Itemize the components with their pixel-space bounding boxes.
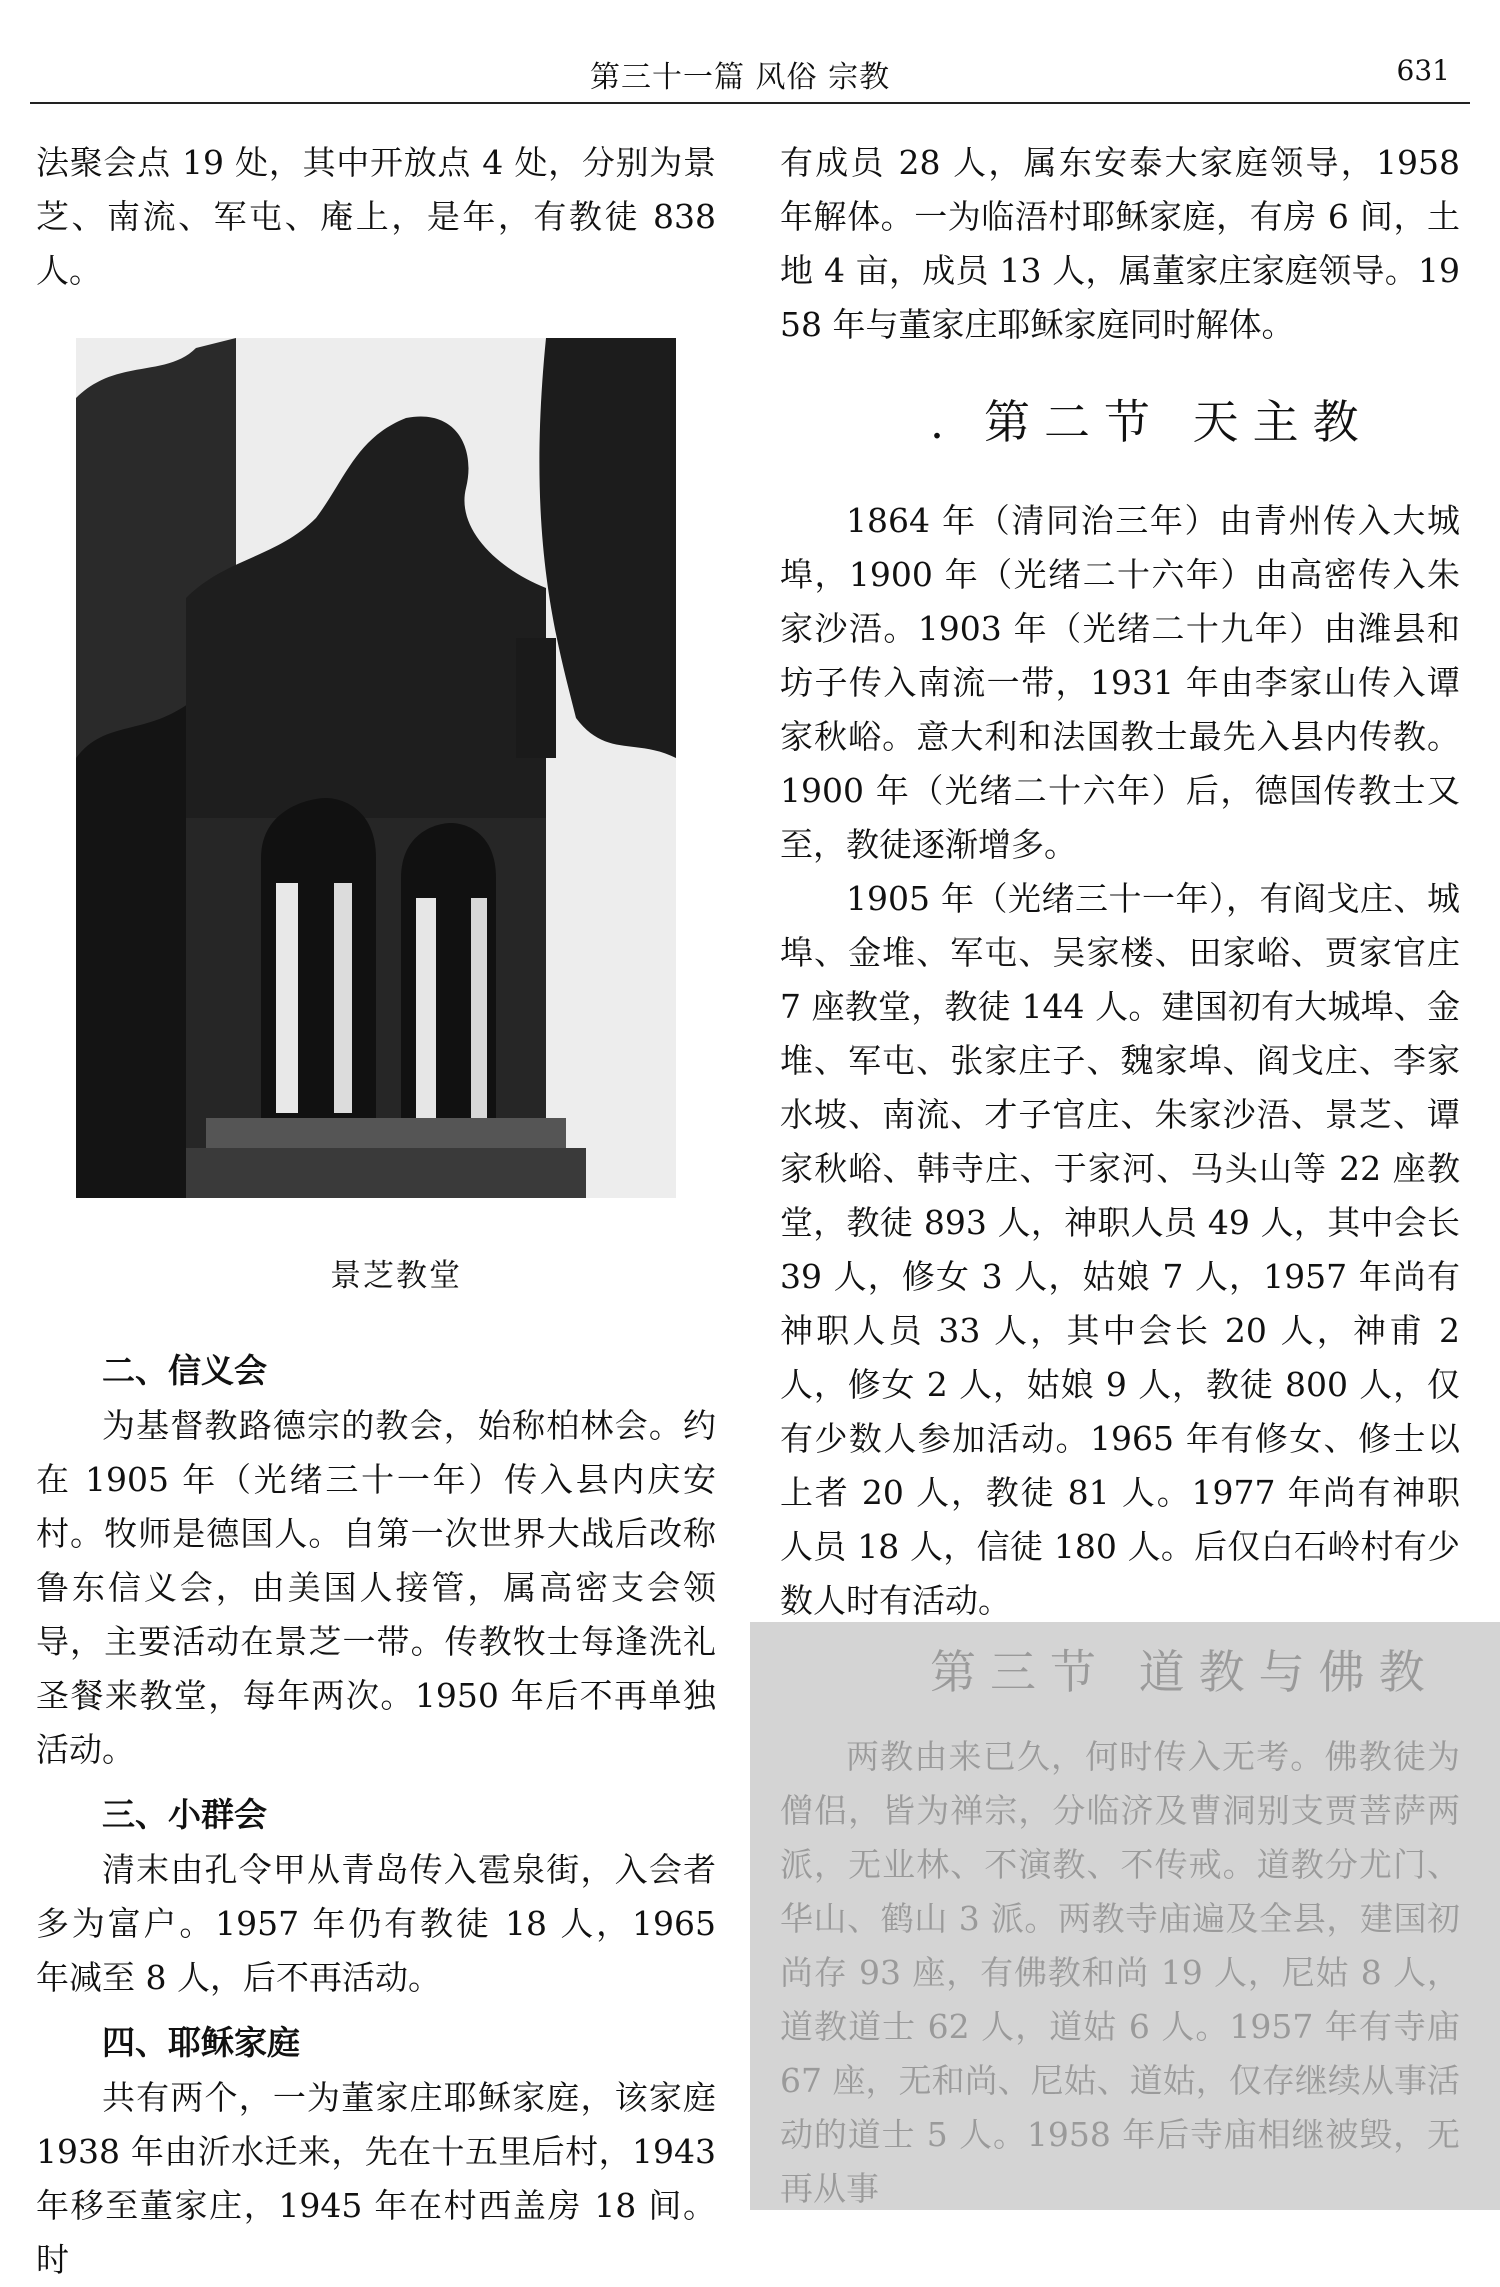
section-heading-yesu-jiating: 四、耶稣家庭 (102, 2023, 300, 2062)
page-number: 631 (1396, 54, 1450, 87)
church-photo-image (76, 338, 676, 1198)
left-column (36, 136, 716, 2287)
intro-text: 法聚会点 19 处，其中开放点 4 处，分别为景芝、南流、军屯、庵上，是年，有教徒 838 人。 (36, 143, 716, 290)
catholicism-paragraph-1: 1864 年（清同治三年）由青州传入大城埠，1900 年（光绪二十六年）由高密传入朱家沙浯。1903 年（光绪二十九年）由潍县和坊子传入南流一带，1931 年由李家山传入谭家秋峪。意大利和法国教士最先入县内传教。1900 年（光绪二十六年）后，德国传教士又至，教徒逐渐增多。 (780, 501, 1460, 864)
page-header (30, 40, 1470, 104)
section-heading-xinyihui: 二、信义会 (102, 1351, 267, 1390)
chapter-title: 第三十一篇 风俗 宗教 (590, 60, 891, 95)
taoism-buddhism-paragraph: 两教由来已久，何时传入无考。佛教徒为僧侣，皆为禅宗，分临济及曹洞别支贾菩萨两派，无业林、不演教、不传戒。道教分尤门、华山、鹤山 3 派。两教寺庙遍及全县，建国初尚存 93 座，有佛教和尚 19 人，尼姑 8 人，道教道士 62 人，道姑 6 人。1957 年有寺庙 67 座，无和尚、尼姑、道姑，仅存继续从事活动的道士 5 人。1958 年后寺庙相继被毁，无再从事 (780, 1737, 1460, 2208)
xinyihui-text: 为基督教路德宗的教会，始称柏林会。约在 1905 年（光绪三十一年）传入县内庆安村。牧师是德国人。自第一次世界大战后改称鲁东信义会，由美国人接管，属高密支会领导，主要活动在景芝一带。传教牧士每逢洗礼圣餐来教堂，每年两次。1950 年后不再单独活动。 (36, 1406, 716, 1769)
section-title-catholicism-label: 第二节 天主教 (984, 395, 1373, 449)
section-heading-xiaoqunhui: 三、小群会 (102, 1795, 267, 1834)
taoism-buddhism-block (750, 1622, 1500, 2210)
church-photo (76, 338, 676, 1198)
photo-caption: 景芝教堂 (330, 1258, 462, 1294)
section-title-taoism-buddhism: 第三节 道教与佛教 (930, 1645, 1439, 1699)
xiaoqunhui-text: 清末由孔令甲从青岛传入雹泉街，入会者多为富户。1957 年仍有教徒 18 人，1965 年减至 8 人，后不再活动。 (36, 1850, 716, 1997)
continued-text: 有成员 28 人，属东安泰大家庭领导，1958 年解体。一为临浯村耶稣家庭，有房 6 间，土地 4 亩，成员 13 人，属董家庄家庭领导。1958 年与董家庄耶稣家庭同时解体。 (780, 143, 1460, 344)
stray-dot: . (930, 398, 944, 449)
catholicism-paragraph-2: 1905 年（光绪三十一年），有阎戈庄、城埠、金堆、军屯、吴家楼、田家峪、贾家官庄 7 座教堂，教徒 144 人。建国初有大城埠、金堆、军屯、张家庄子、魏家埠、阎戈庄、李家水坡、南流、才子官庄、朱家沙浯、景芝、谭家秋峪、韩寺庄、于家河、马头山等 22 座教堂，教徒 893 人，神职人员 49 人，其中会长 39 人，修女 3 人，姑娘 7 人，1957 年尚有神职人员 33 人，其中会长 20 人，神甫 2 人，修女 2 人，姑娘 9 人，教徒 800 人，仅有少数人参加活动。1965 年有修女、修士以上者 20 人，教徒 81 人。1977 年尚有神职人员 18 人，信徒 180 人。后仅白石岭村有少数人时有活动。 (780, 879, 1460, 1620)
yesu-jiating-text: 共有两个，一为董家庄耶稣家庭，该家庭 1938 年由沂水迁来，先在十五里后村，1943 年移至董家庄，1945 年在村西盖房 18 间。时 (36, 2078, 716, 2279)
section-title-catholicism (780, 382, 1460, 464)
right-column (780, 136, 1460, 1628)
